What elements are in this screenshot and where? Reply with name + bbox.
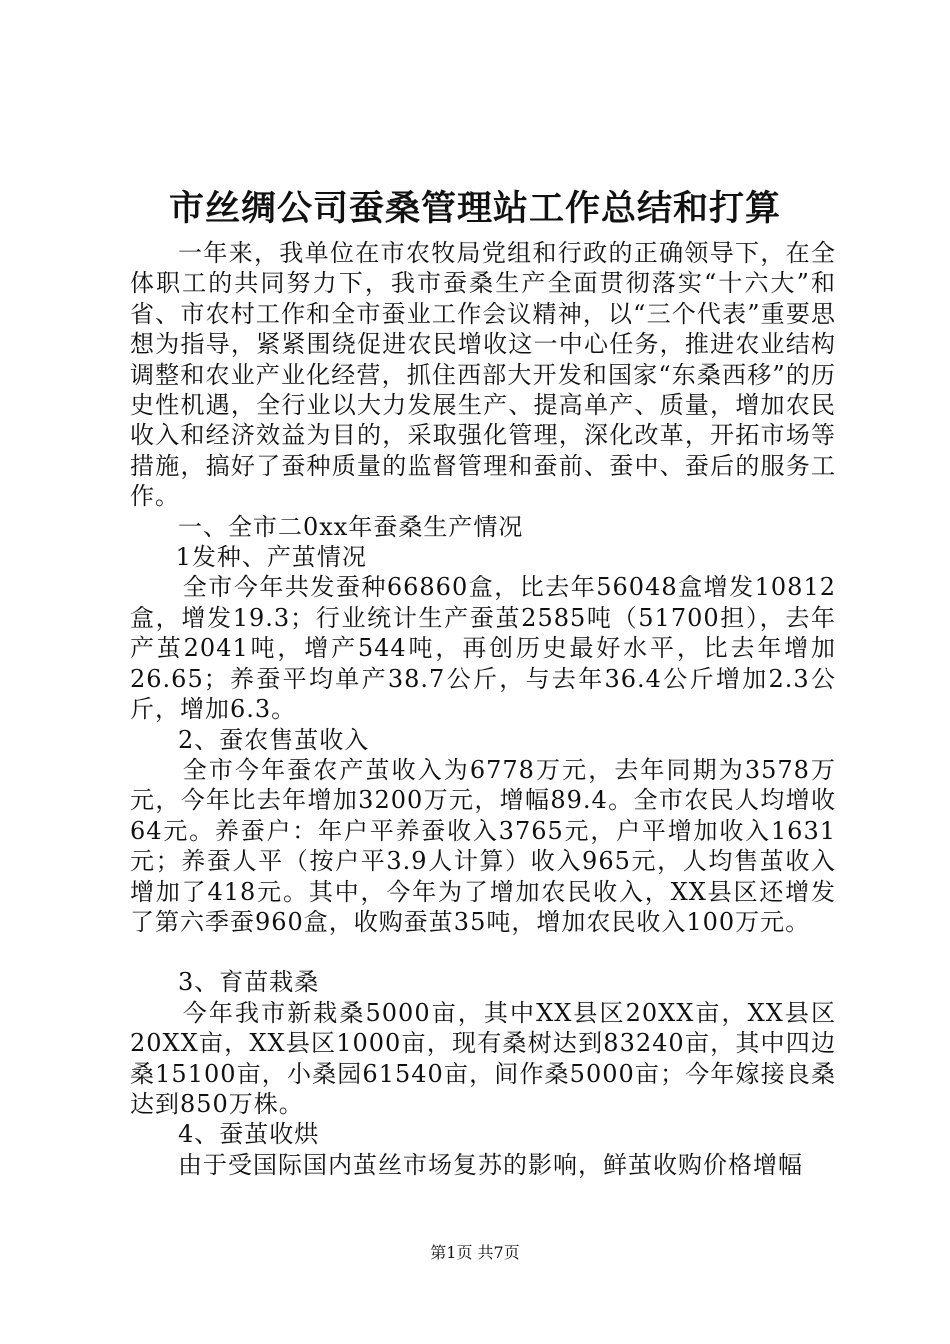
section-heading-1: 一、全市二0xx年蚕桑生产情况: [178, 512, 524, 541]
subsection-heading-2: 2、蚕农售茧收入: [178, 725, 370, 754]
page-footer: 第1页 共7页: [430, 1243, 520, 1262]
paragraph-income: 全市今年蚕农产茧收入为6778万元，去年同期为3578万元，今年比去年增加3200万元，增幅89.4。全市农民人均增收64元。养蚕户：年户平养蚕收入3765元，户平增加收入1631元；养蚕人平（按户平3.9人计算）收入965元，人均售茧收入增加了418元。其中，今年为了增加农民收入，XX县区还增发了第六季蚕960盒，收购蚕茧35吨，增加农民收入100万元。: [130, 755, 836, 936]
paragraph-cocoon-drying: 由于受国际国内茧丝市场复苏的影响，鲜茧收购价格增幅: [178, 1150, 803, 1179]
document-title: 市丝绸公司蚕桑管理站工作总结和打算: [168, 188, 781, 229]
subsection-heading-4: 4、蚕茧收烘: [178, 1120, 320, 1149]
paragraph-mulberry: 今年我市新栽桑5000亩，其中XX县区20XX亩，XX县区20XX亩，XX县区1000亩，现有桑树达到83240亩，其中四边桑15100亩，小桑园61540亩，间作桑5000亩；今年嫁接良桑达到850万株。: [130, 998, 836, 1118]
paragraph-gap: [130, 937, 836, 967]
paragraph-silkworm-stats: 全市今年共发蚕种66860盒，比去年56048盒增发10812盒，增发19.3；行业统计生产蚕茧2585吨（51700担），去年产茧2041吨，增产544吨，再创历史最好水平，比去年增加26.65；养蚕平均单产38.7公斤，与去年36.4公斤增加2.3公斤，增加6.3。: [130, 573, 836, 724]
intro-paragraph: 一年来，我单位在市农牧局党组和行政的正确领导下，在全体职工的共同努力下，我市蚕桑生产全面贯彻落实“十六大”和省、市农村工作和全市蚕业工作会议精神，以“三个代表”重要思想为指导，紧紧围绕促进农民增收这一中心任务，推进农业结构调整和农业产业化经营，抓住西部大开发和国家“东桑西移”的历史性机遇，全行业以大力发展生产、提高单产、质量，增加农民收入和经济效益为目的，采取强化管理，深化改革，开拓市场等措施，搞好了蚕种质量的监督管理和蚕前、蚕中、蚕后的服务工作。: [130, 239, 836, 511]
subsection-heading-3: 3、育苗栽桑: [178, 968, 320, 997]
subsection-heading-1: 1发种、产茧情况: [175, 543, 367, 572]
document-body: [130, 238, 836, 1180]
